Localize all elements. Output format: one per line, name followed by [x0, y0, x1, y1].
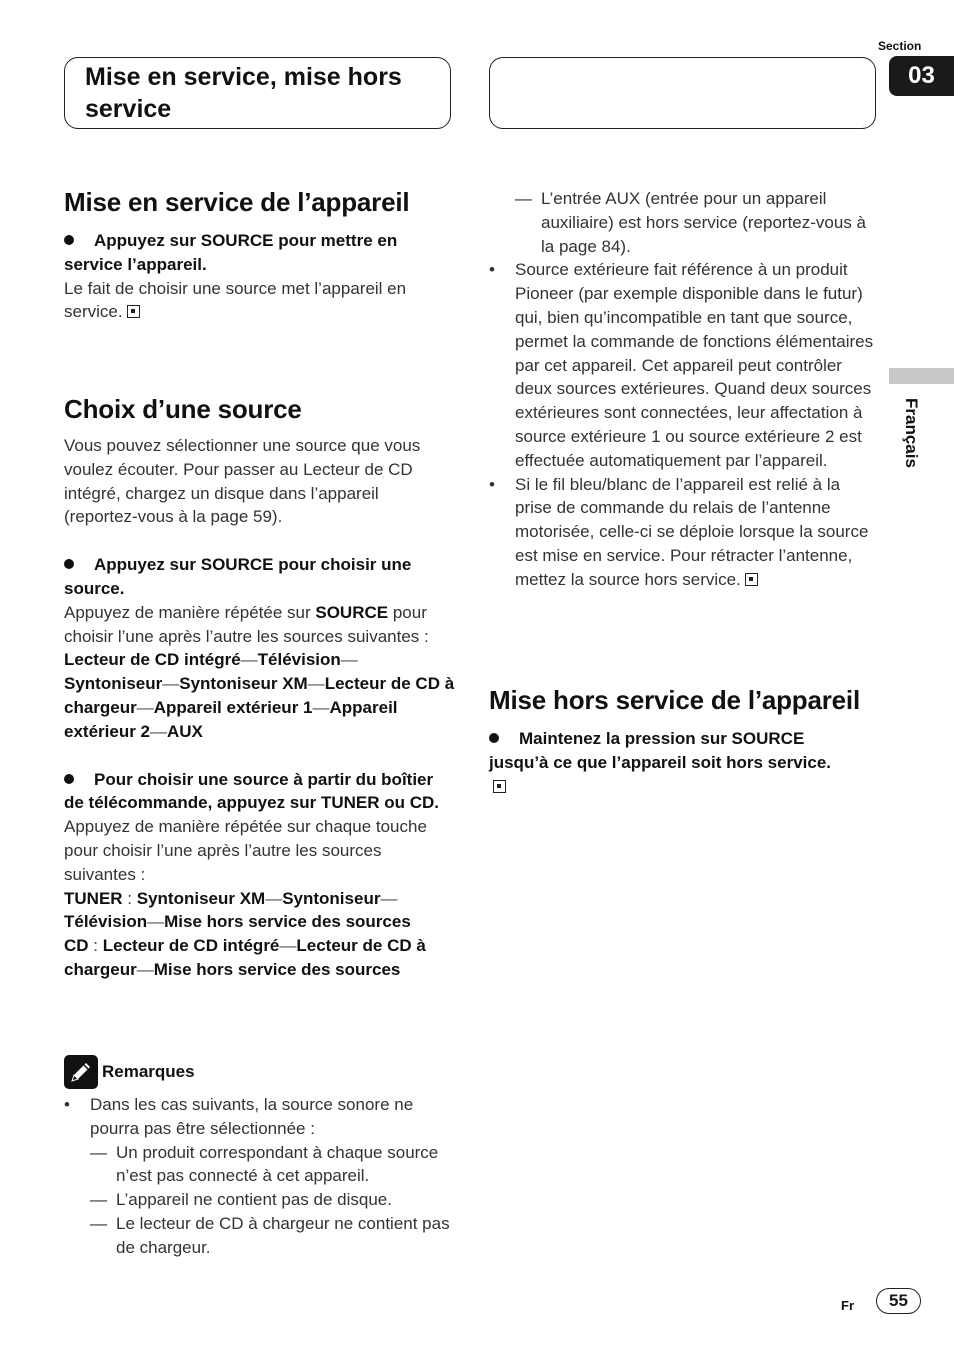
cd-key: CD: [64, 936, 89, 956]
sequence-dash: —: [147, 912, 165, 932]
sequence-dash: —: [136, 697, 154, 717]
sequence-dash: —: [312, 697, 330, 717]
empty-header-box: [489, 57, 876, 129]
sequence-dash: —: [136, 959, 154, 979]
sequence-item: Syntoniseur XM: [136, 888, 266, 908]
language-tab-bar: [889, 368, 954, 384]
source-instruction-a: Appuyez de manière répétée sur: [64, 602, 316, 622]
note-item: [489, 473, 879, 592]
bullet-dot-icon: [489, 733, 499, 743]
notes-header: [64, 1055, 195, 1089]
bullet-source-select: [64, 553, 456, 601]
sequence-item: Télévision: [64, 912, 148, 932]
sequence-item: Appareil extérieur 2: [64, 697, 398, 741]
section-label: Section: [878, 39, 922, 53]
end-mark-icon: [127, 305, 140, 318]
bullet-remote-control-text: Pour choisir une source à partir du boîtier de télécommande, appuyez sur TUNER ou CD.: [64, 769, 440, 813]
sequence-item: Lecteur de CD intégré: [102, 936, 280, 956]
note-subitem: [489, 187, 879, 258]
sequence-dash: —: [279, 936, 297, 956]
text-power-on: [64, 277, 454, 325]
remote-instruction: Appuyez de manière répétée sur chaque touche pour choisir l’une après l’autre les sources suivantes :: [64, 817, 427, 884]
sequence-dash: —: [340, 650, 358, 670]
sequence-dash: —: [265, 888, 283, 908]
note-subitem: — L’appareil ne contient pas de disque.: [64, 1188, 456, 1212]
bullet-power-on-text: Appuyez sur SOURCE pour mettre en service l’appareil.: [64, 231, 398, 274]
sequence-item: AUX: [167, 721, 203, 741]
bullet-dot-icon: [64, 559, 74, 569]
bullet-power-off: [489, 727, 839, 798]
heading-source-select: Choix d’une source: [64, 394, 302, 424]
note-item: • Source extérieure fait référence à un produit Pioneer (par exemple disponible dans le futur) qui, bien qu’incompatible en tant que source, permet la commande de fonctions élémentaires par cet appareil. Cet appareil peut contrôler deux sources extérieures. Quand deux sources extérieures sont connectées, leur affectation à source extérieure 1 ou source extérieure 2 est effectuée automatiquement par l’appareil.: [489, 258, 879, 472]
note-subitem-aux: L’entrée AUX (entrée pour un appareil auxiliaire) est hors service (reportez-vous à la page 84).: [541, 189, 867, 256]
notes-list-continued: [489, 187, 879, 592]
section-source-select: [64, 434, 456, 982]
bullet-dot-icon: [64, 774, 74, 784]
sequence-dash: —: [307, 674, 325, 694]
sequence-item: Lecteur de CD à chargeur: [64, 674, 455, 717]
sequence-dash: —: [162, 674, 180, 694]
chapter-title: Mise en service, mise hors service: [85, 63, 402, 123]
page-number: 55: [876, 1288, 921, 1314]
sequence-item: Appareil extérieur 1: [153, 697, 313, 717]
sequence-item: Mise hors service des sources: [153, 959, 401, 979]
section-power-on: [64, 229, 454, 324]
note-subitem: — Un produit correspondant à chaque source n’est pas connecté à cet appareil.: [64, 1141, 456, 1189]
sequence-item: Syntoniseur: [282, 888, 381, 908]
heading-power-on: Mise en service de l’appareil: [64, 187, 410, 217]
chapter-title-box: [64, 57, 451, 129]
source-sequence: [64, 648, 456, 743]
sequence-item: Syntoniseur: [64, 674, 163, 694]
sequence-item: Télévision: [257, 650, 341, 670]
tuner-key: TUNER: [64, 888, 123, 908]
section-power-off: [489, 727, 839, 798]
sequence-dash: —: [240, 650, 258, 670]
sequence-item: Mise hors service des sources: [164, 912, 411, 932]
notes-title: Remarques: [102, 1062, 195, 1081]
sequence-item: Lecteur de CD à chargeur: [64, 936, 426, 979]
source-instruction: [64, 601, 456, 649]
end-mark-icon: [745, 573, 758, 586]
source-key: SOURCE: [315, 602, 389, 622]
note-subitem: — Le lecteur de CD à chargeur ne contient pas de chargeur.: [64, 1212, 456, 1260]
section-number: 03: [889, 56, 954, 96]
source-instruction-c: pour choisir l’une après l’autre les sources suivantes :: [64, 602, 429, 646]
footer-lang-code: Fr: [841, 1298, 854, 1313]
bullet-remote-control: [64, 768, 456, 816]
heading-power-off: Mise hors service de l’appareil: [489, 685, 860, 715]
text-power-on-body: Le fait de choisir une source met l’appareil en service.: [64, 278, 407, 322]
notes-list: [64, 1093, 456, 1260]
tuner-sequence: [64, 887, 456, 982]
end-mark-icon: [493, 780, 506, 793]
sequence-item: Syntoniseur XM: [179, 674, 308, 694]
sequence-dash: —: [150, 721, 167, 741]
language-label: Français: [902, 398, 921, 468]
note-item-antenna: Si le fil bleu/blanc de l’appareil est relié à la prise de commande du relais de l’antenne motorisée, celle-ci se déploie lorsque la source est mise en service. Pour rétracter l’antenne, mettez la source hors service.: [515, 474, 869, 589]
bullet-dot-icon: [64, 235, 74, 245]
tuner-colon: :: [122, 888, 137, 908]
bullet-source-select-text: Appuyez sur SOURCE pour choisir une source.: [64, 555, 412, 598]
bullet-power-on: [64, 229, 454, 277]
pencil-icon: [64, 1055, 98, 1089]
sequence-item: Lecteur de CD intégré: [64, 650, 241, 670]
source-intro: Vous pouvez sélectionner une source que vous voulez écouter. Pour passer au Lecteur de CD intégré, chargez un disque dans l’appareil (reportez-vous à la page 59).: [64, 436, 421, 527]
note-item: • Dans les cas suivants, la source sonore ne pourra pas être sélectionnée :: [64, 1093, 456, 1141]
bullet-power-off-text: Maintenez la pression sur SOURCE jusqu’à ce que l’appareil soit hors service.: [489, 729, 832, 772]
cd-colon: :: [88, 936, 103, 956]
sequence-dash: —: [380, 888, 398, 908]
cd-sequence-items: [64, 936, 426, 979]
